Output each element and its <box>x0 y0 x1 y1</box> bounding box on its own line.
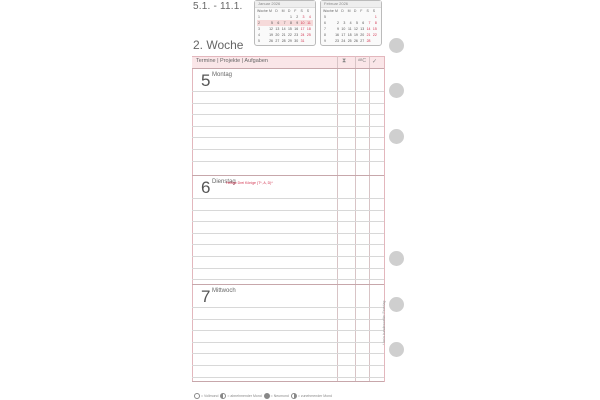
mini-calendar-date: 22 <box>287 33 292 37</box>
mini-calendar-week-number: 7 <box>324 27 326 31</box>
binder-hole <box>389 129 404 144</box>
mini-calendar-date: 7 <box>368 21 371 25</box>
day-separator <box>192 175 384 176</box>
binder-hole <box>389 297 404 312</box>
mini-calendar-date: 10 <box>341 27 346 31</box>
mini-calendar-date: 24 <box>300 33 305 37</box>
mini-calendar-weekday: S <box>306 9 310 13</box>
mini-calendar-february <box>320 0 382 46</box>
mini-calendar-date: 14 <box>366 27 371 31</box>
mini-calendar-week-label: Woche <box>257 9 268 13</box>
mini-calendar-date: 28 <box>281 39 286 43</box>
mini-calendar-weekday: D <box>275 9 278 13</box>
check-icon: ✓ <box>372 59 378 65</box>
binder-hole <box>389 38 404 53</box>
mini-calendar-date: 21 <box>281 33 286 37</box>
mini-calendar-date: 26 <box>269 39 273 43</box>
ruled-line <box>192 137 384 138</box>
mini-calendar-weekday: M <box>335 9 338 13</box>
ruled-line <box>192 307 384 308</box>
mini-calendar-weekday: M <box>269 9 272 13</box>
mini-calendar-week-label: Woche <box>323 9 334 13</box>
mini-calendar-weekday: D <box>341 9 344 13</box>
mini-calendar-weekday: M <box>281 9 285 13</box>
mini-calendar-date: 8 <box>374 21 377 25</box>
day-number-tuesday: 6 <box>201 178 211 197</box>
mini-calendar-weekday: F <box>360 9 363 13</box>
mini-calendar-date: 2 <box>296 15 299 19</box>
mini-calendar-weekday: F <box>294 9 297 13</box>
hourglass-icon: ⧗ <box>342 58 347 64</box>
mini-calendar-weekday: D <box>353 9 357 13</box>
mini-calendar-week-number: 5 <box>324 15 326 19</box>
mini-calendar-date: 22 <box>372 33 377 37</box>
mini-calendar-weekday: D <box>287 9 291 13</box>
mini-calendar-weekday: S <box>366 9 369 13</box>
mini-calendar-date: 3 <box>343 21 346 25</box>
ruled-line <box>192 365 384 366</box>
ruled-line <box>192 126 384 127</box>
mini-calendar-date: 20 <box>275 33 280 37</box>
ruled-line <box>192 221 384 222</box>
ruled-line <box>192 161 384 162</box>
planner-columns-label: Termine | Projekte | Aufgaben <box>196 58 268 64</box>
mini-calendar-month: Februar 2026 <box>321 1 381 8</box>
legend-new-moon: = Neumond <box>270 393 289 398</box>
legend-full-moon: = Vollmond <box>201 393 219 398</box>
ruled-line <box>192 91 384 92</box>
mini-calendar-date: 16 <box>335 33 339 37</box>
day-separator <box>192 284 384 285</box>
mini-calendar-date: 18 <box>306 27 311 31</box>
date-range: 5.1. - 11.1. <box>193 1 243 12</box>
mini-calendar-month: Januar 2026 <box>255 1 315 8</box>
mini-calendar-date: 27 <box>275 39 280 43</box>
mini-calendar-date: 11 <box>307 21 311 25</box>
waning-moon-icon <box>220 393 226 399</box>
mini-calendar-week-number: 8 <box>324 33 326 37</box>
mini-calendar-date: 15 <box>287 27 292 31</box>
ruled-line <box>192 353 384 354</box>
legend-waning: = abnehmender Mond <box>227 393 262 398</box>
mini-calendar-week-number: 6 <box>324 21 326 25</box>
binder-hole <box>389 251 404 266</box>
side-footnote: * kein bundesweiter Feiertag <box>382 300 386 345</box>
ruled-line <box>192 319 384 320</box>
mini-calendar-date: 9 <box>337 27 339 31</box>
mini-calendar-january <box>254 0 316 46</box>
mini-calendar-date: 29 <box>287 39 292 43</box>
ruled-line <box>192 210 384 211</box>
column-divider <box>369 56 370 382</box>
day-separator <box>192 68 384 69</box>
mini-calendar-week-number: 9 <box>324 39 326 43</box>
mini-calendar-date: 21 <box>366 33 371 37</box>
mini-calendar-date: 6 <box>277 21 280 25</box>
mini-calendar-date: 1 <box>374 15 377 19</box>
mini-calendar-date: 19 <box>353 33 358 37</box>
mini-calendar-weekday: M <box>347 9 351 13</box>
mini-calendar-date: 25 <box>306 33 311 37</box>
ruled-line <box>192 342 384 343</box>
mini-calendar-date: 4 <box>308 15 311 19</box>
planner-grid <box>192 56 385 382</box>
mini-calendar-date: 23 <box>294 33 299 37</box>
mini-calendar-week-number: 3 <box>258 27 260 31</box>
mini-calendar-date: 19 <box>269 33 273 37</box>
column-divider <box>355 56 356 382</box>
mini-calendar-weekday: S <box>372 9 376 13</box>
day-number-wednesday: 7 <box>201 287 211 306</box>
mini-calendar-date: 5 <box>355 21 358 25</box>
ruled-line <box>192 268 384 269</box>
binder-hole <box>389 342 404 357</box>
column-divider <box>337 56 338 382</box>
mini-calendar-date: 5 <box>271 21 273 25</box>
moon-legend <box>194 393 332 399</box>
ruled-line <box>192 244 384 245</box>
ruled-line <box>192 149 384 150</box>
mini-calendar-week-number: 4 <box>258 33 260 37</box>
week-title: 2. Woche <box>193 38 244 52</box>
mini-calendar-date: 10 <box>300 21 305 25</box>
mini-calendar-date: 16 <box>294 27 299 31</box>
ruled-line <box>192 256 384 257</box>
mini-calendar-week-number: 5 <box>258 39 260 43</box>
day-name-monday: Montag <box>212 72 233 78</box>
ruled-line <box>192 279 384 280</box>
waxing-moon-icon <box>291 393 297 399</box>
mini-calendar-date: 2 <box>337 21 339 25</box>
binder-hole <box>389 83 404 98</box>
day-number-monday: 5 <box>201 71 211 90</box>
ruled-line <box>192 114 384 115</box>
mini-calendar-date: 12 <box>353 27 358 31</box>
planner-bottom-border <box>192 381 384 382</box>
mini-calendar-date: 17 <box>300 27 305 31</box>
mini-calendar-date: 20 <box>360 33 365 37</box>
mini-calendar-date: 8 <box>289 21 292 25</box>
mini-calendar-date: 4 <box>349 21 352 25</box>
ruled-line <box>192 198 384 199</box>
mini-calendar-date: 13 <box>360 27 365 31</box>
full-moon-icon <box>194 393 200 399</box>
mini-calendar-date: 11 <box>347 27 352 31</box>
mini-calendar-week-number: 1 <box>258 15 260 19</box>
mini-calendar-date: 14 <box>281 27 286 31</box>
mini-calendar-date: 27 <box>360 39 365 43</box>
mini-calendar-date: 25 <box>347 39 352 43</box>
mini-calendar-date: 7 <box>283 21 286 25</box>
mini-calendar-date: 31 <box>300 39 305 43</box>
mini-calendar-date: 13 <box>275 27 280 31</box>
mini-calendar-date: 23 <box>335 39 339 43</box>
mini-calendar-date: 17 <box>341 33 346 37</box>
mini-calendar-date: 15 <box>372 27 377 31</box>
mini-calendar-date: 12 <box>269 27 273 31</box>
day-name-tuesday: Dienstag <box>212 179 236 185</box>
mini-calendar-date: 30 <box>294 39 299 43</box>
ruled-line <box>192 233 384 234</box>
mini-calendar-date: 6 <box>362 21 365 25</box>
mini-calendar-date: 26 <box>353 39 358 43</box>
day-name-wednesday: Mittwoch <box>212 288 236 294</box>
mini-calendar-date: 28 <box>366 39 371 43</box>
ruled-line <box>192 330 384 331</box>
mini-calendar-weekday: S <box>300 9 303 13</box>
holiday-note: Heilige Drei Könige (T*, A, D)* <box>226 181 273 185</box>
mini-calendar-date: 24 <box>341 39 346 43</box>
mini-calendar-date: 18 <box>347 33 352 37</box>
mini-calendar-date: 9 <box>296 21 299 25</box>
mini-calendar-week-number: 2 <box>258 21 260 25</box>
ruled-line <box>192 103 384 104</box>
ruled-line <box>192 377 384 378</box>
abc-icon: ᴬᴮC <box>358 58 366 64</box>
legend-waxing: = zunehmender Mond <box>297 393 332 398</box>
mini-calendar-date: 1 <box>289 15 292 19</box>
new-moon-icon <box>264 393 270 399</box>
mini-calendar-date: 3 <box>302 15 305 19</box>
